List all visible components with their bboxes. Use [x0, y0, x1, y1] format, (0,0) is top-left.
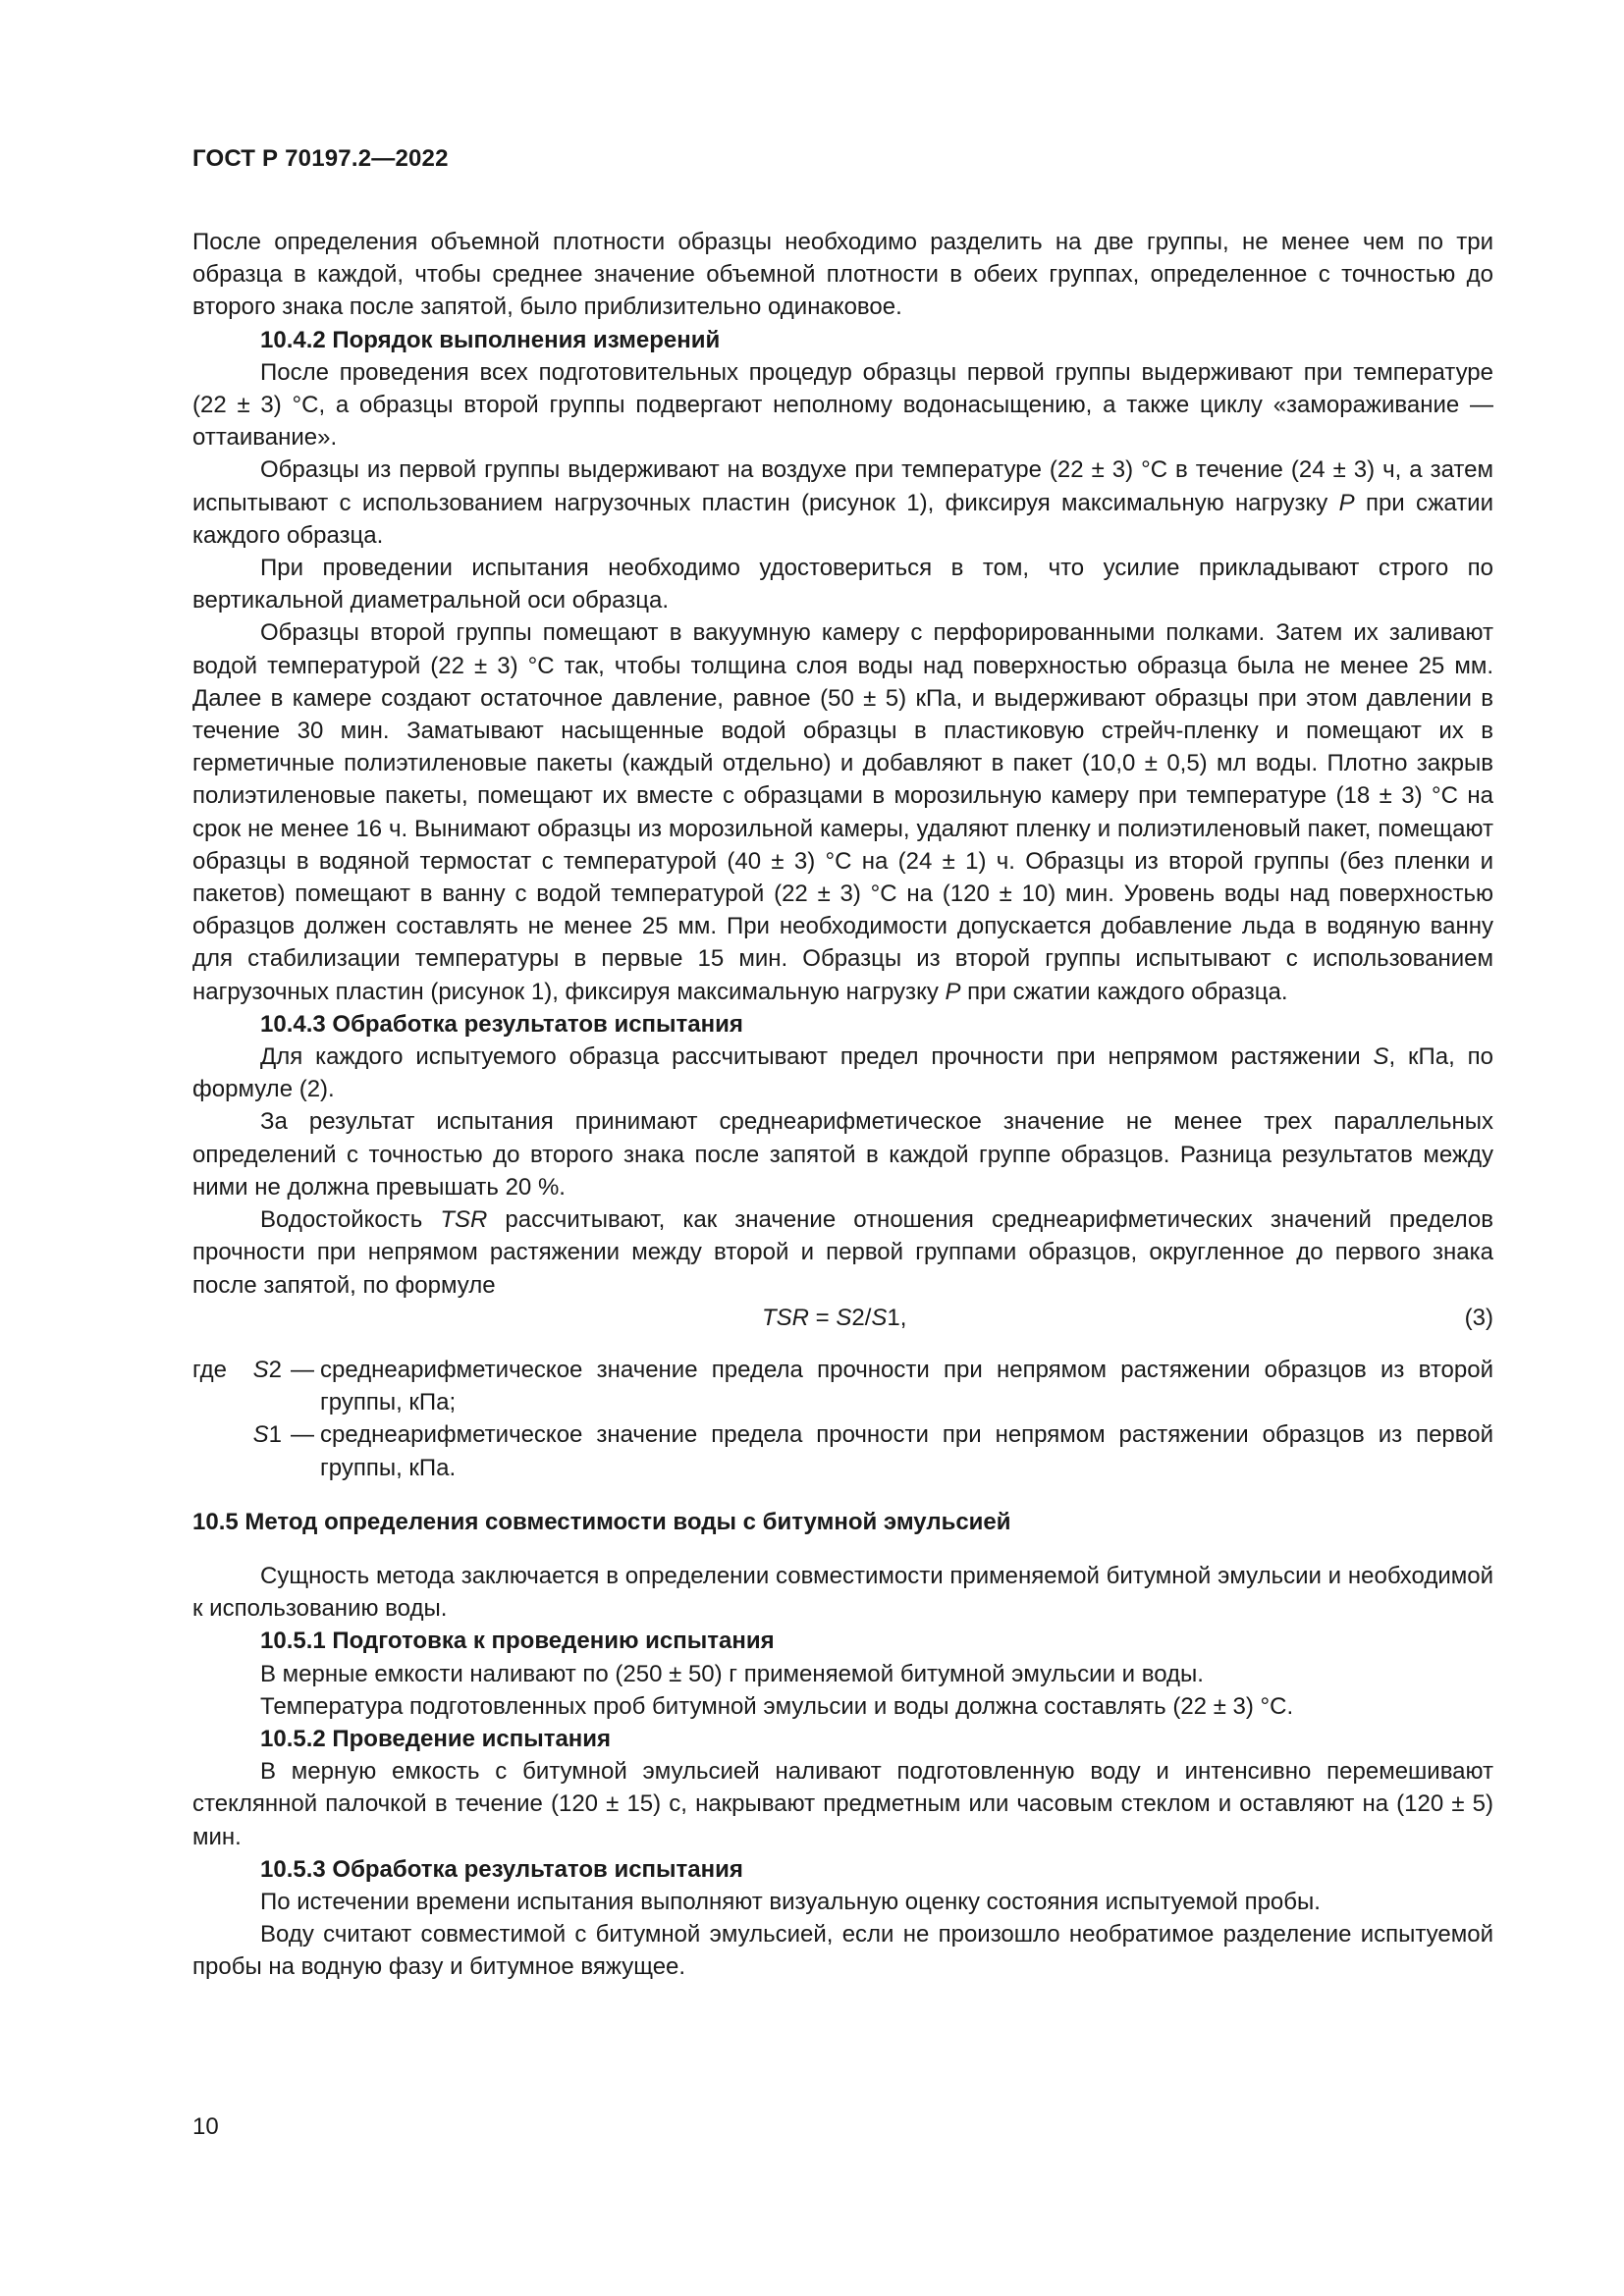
paragraph: При проведении испытания необходимо удостовериться в том, что усилие прикладывают строго по вертикальной диаметральной оси образца. — [192, 555, 1493, 614]
formula-number: (3) — [1464, 1304, 1493, 1331]
where-list — [192, 1354, 1493, 1484]
heading-10-4-3: 10.4.3 Обработка результатов испытания — [260, 1010, 743, 1038]
heading-10-5: 10.5 Метод определения совместимости воды с битумной эмульсией — [192, 1508, 1011, 1535]
paragraph: В мерную емкость с битумной эмульсией наливают подготовленную воду и интенсивно перемешивают стеклянной палочкой в течение (120 ± 15) с, накрывают предметным или часовым стеклом и оставляют на (120 ± 5) мин. — [192, 1758, 1493, 1850]
heading-10-4-2: 10.4.2 Порядок выполнения измерений — [260, 326, 721, 353]
where-symbol: S2 — [252, 1356, 282, 1383]
paragraph: По истечении времени испытания выполняют визуальную оценку состояния испытуемой пробы. — [260, 1888, 1321, 1915]
heading-10-5-3: 10.5.3 Обработка результатов испытания — [260, 1855, 743, 1883]
document-body — [192, 226, 1493, 1984]
document-page — [192, 145, 1493, 1984]
paragraph: Образцы из первой группы выдерживают на воздухе при температуре (22 ± 3) °С в течение (24 ± 3) ч, а затем испытывают с использованием нагрузочных пластин (рисунок 1), фиксируя максимальную нагрузку P при сжатии каждого образца. — [192, 456, 1493, 549]
paragraph: После проведения всех подготовительных процедур образцы первой группы выдерживают при температуре (22 ± 3) °С, а образцы второй группы подвергают неполному водонасыщению, а также циклу «замораживание — оттаивание». — [192, 358, 1493, 452]
where-word: где — [192, 1356, 228, 1383]
page-number: 10 — [192, 2113, 219, 2140]
where-dash: — — [291, 1356, 314, 1383]
heading-10-5-1: 10.5.1 Подготовка к проведению испытания — [260, 1628, 775, 1655]
intro-paragraph: После определения объемной плотности образцы необходимо разделить на две группы, не менее чем по три образца в каждой, чтобы среднее значение объемной плотности в обеих группах, определенное с точностью до второго знака после запятой, было приблизительно одинаковое. — [192, 229, 1493, 321]
where-dash: — — [291, 1421, 314, 1449]
paragraph: Температура подготовленных проб битумной эмульсии и воды должна составлять (22 ± 3) °С. — [260, 1692, 1294, 1720]
paragraph: Сущность метода заключается в определении совместимости применяемой битумной эмульсии и необходимой к использованию воды. — [192, 1562, 1493, 1623]
document-header: ГОСТ Р 70197.2—2022 — [192, 145, 449, 172]
paragraph: В мерные емкости наливают по (250 ± 50) г применяемой битумной эмульсии и воды. — [260, 1660, 1204, 1687]
formula-3 — [192, 1302, 1493, 1334]
paragraph: Образцы второй группы помещают в вакуумную камеру с перфорированными полками. Затем их заливают водой температурой (22 ± 3) °С так, чтобы толщина слоя воды над поверхностью образца была не менее 25 мм. Далее в камере создают остаточное давление, равное (50 ± 5) кПа, и выдерживают образцы при этом давлении в течение 30 мин. Заматывают насыщенные водой образцы в пластиковую стрейч-пленку и помещают их в герметичные полиэтиленовые пакеты (каждый отдельно) и добавляют в пакет (10,0 ± 0,5) мл воды. Плотно закрыв полиэтиленовые пакеты, помещают их вместе с образцами в морозильную камеру при температуре (18 ± 3) °С на срок не менее 16 ч. Вынимают образцы из морозильной камеры, удаляют пленку и полиэтиленовый пакет, помещают образцы в водяной термостат с температурой (40 ± 3) °С на (24 ± 1) ч. Образцы из второй группы (без пленки и пакетов) помещают в ванну с водой температурой (22 ± 3) °С на (120 ± 10) мин. Уровень воды над поверхностью образцов должен составлять не менее 25 мм. При необходимости допускается добавление льда в водяную ванну для стабилизации температуры в первые 15 мин. Образцы из второй группы испытывают с использованием нагрузочных пластин (рисунок 1), фиксируя максимальную нагрузку P при сжатии каждого образца. — [192, 619, 1493, 1005]
where-description: среднеарифметическое значение предела прочности при непрямом растяжении образцов из второй группы, кПа; — [320, 1356, 1493, 1416]
where-description: среднеарифметическое значение предела прочности при непрямом растяжении образцов из первой группы, кПа. — [320, 1421, 1493, 1481]
paragraph: За результат испытания принимают среднеарифметическое значение не менее трех параллельных определений с точностью до второго знака после запятой в каждой группе образцов. Разница результатов между ними не должна превышать 20 %. — [192, 1108, 1493, 1201]
heading-10-5-2: 10.5.2 Проведение испытания — [260, 1725, 612, 1752]
formula-expression: TSR = S2/S1, — [762, 1304, 907, 1331]
where-symbol: S1 — [252, 1421, 282, 1449]
paragraph: Для каждого испытуемого образца рассчитывают предел прочности при непрямом растяжении S, кПа, по формуле (2). — [192, 1043, 1493, 1103]
paragraph: Водостойкость TSR рассчитывают, как значение отношения среднеарифметических значений пределов прочности при непрямом растяжении между второй и первой группами образцов, округленное до первого знака после запятой, по формуле — [192, 1206, 1494, 1299]
paragraph: Воду считают совместимой с битумной эмульсией, если не произошло необратимое разделение испытуемой пробы на водную фазу и битумное вяжущее. — [192, 1921, 1493, 1981]
